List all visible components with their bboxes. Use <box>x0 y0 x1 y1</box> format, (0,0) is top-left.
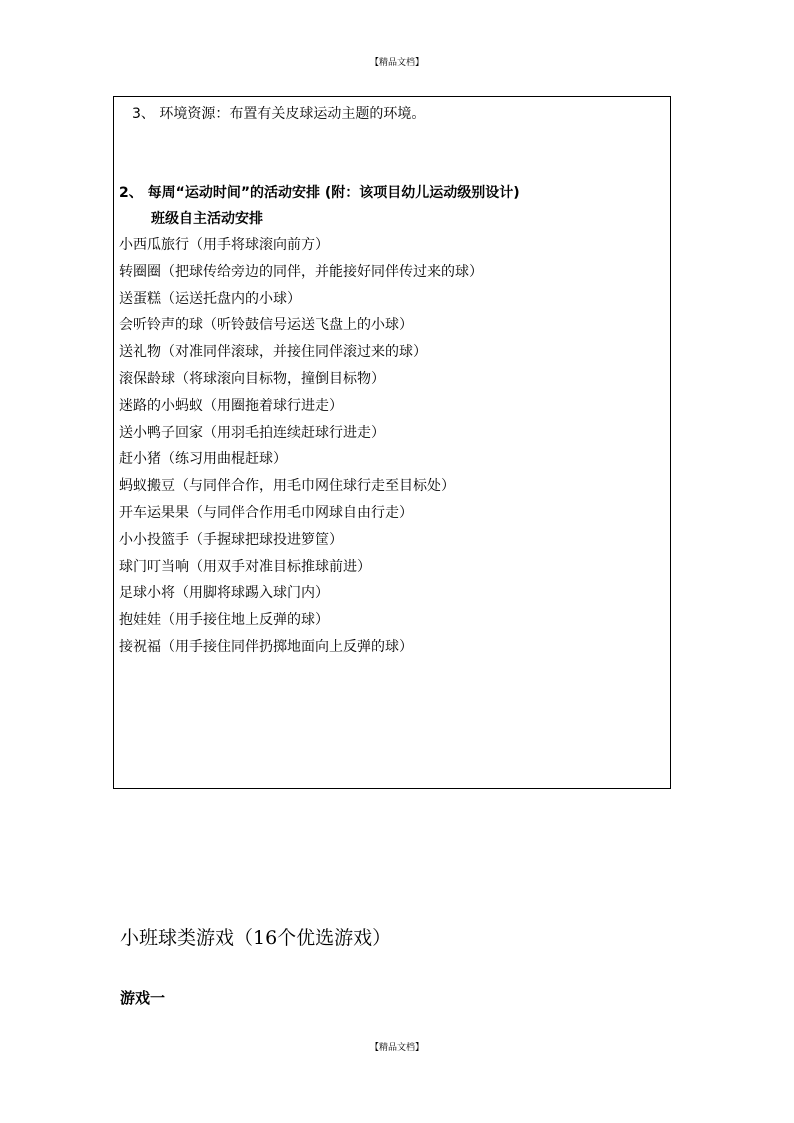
list-item: 赶小猪（练习用曲棍赶球） <box>119 451 287 468</box>
list-item: 足球小将（用脚将球踢入球门内） <box>119 585 329 602</box>
list-item: 蚂蚁搬豆（与同伴合作，用毛巾网住球行走至目标处） <box>119 478 455 495</box>
activity-list <box>119 235 483 664</box>
page-header: 【精品文档】 <box>369 58 424 68</box>
list-item: 转圈圈（把球传给旁边的同伴，并能接好同伴传过来的球） <box>119 263 483 280</box>
list-item: 开车运果果（与同伴合作用毛巾网球自由行走） <box>119 504 413 521</box>
list-item: 送小鸭子回家（用羽毛拍连续赶球行进走） <box>119 424 385 441</box>
list-item: 抱娃娃（用手接住地上反弹的球） <box>119 612 329 629</box>
list-item: 送蛋糕（运送托盘内的小球） <box>119 290 301 307</box>
list-item: 会听铃声的球（听铃鼓信号运送飞盘上的小球） <box>119 317 413 334</box>
content-table-cell <box>113 96 671 789</box>
list-item: 小小投篮手（手握球把球投进箩筐） <box>119 531 343 548</box>
list-item: 送礼物（对准同伴滚球，并接住同伴滚过来的球） <box>119 344 427 361</box>
list-item: 迷路的小蚂蚁（用圈拖着球行进走） <box>119 397 343 414</box>
section-title: 小班球类游戏（16个优选游戏） <box>120 927 392 949</box>
weekly-schedule-heading: 2、 每周“运动时间”的活动安排 (附：该项目幼儿运动级别设计) <box>119 185 520 201</box>
environment-resources-line: 3、 环境资源：布置有关皮球运动主题的环境。 <box>132 106 426 122</box>
list-item: 接祝福（用手接住同伴扔掷地面向上反弹的球） <box>119 638 413 655</box>
game-title: 游戏一 <box>120 989 166 1007</box>
list-item: 球门叮当响（用双手对准目标推球前进） <box>119 558 371 575</box>
list-item: 小西瓜旅行（用手将球滚向前方） <box>119 237 329 253</box>
list-item: 滚保龄球（将球滚向目标物，撞倒目标物） <box>119 370 385 387</box>
class-activity-heading: 班级自主活动安排 <box>151 211 263 227</box>
page-footer: 【精品文档】 <box>369 1043 424 1053</box>
